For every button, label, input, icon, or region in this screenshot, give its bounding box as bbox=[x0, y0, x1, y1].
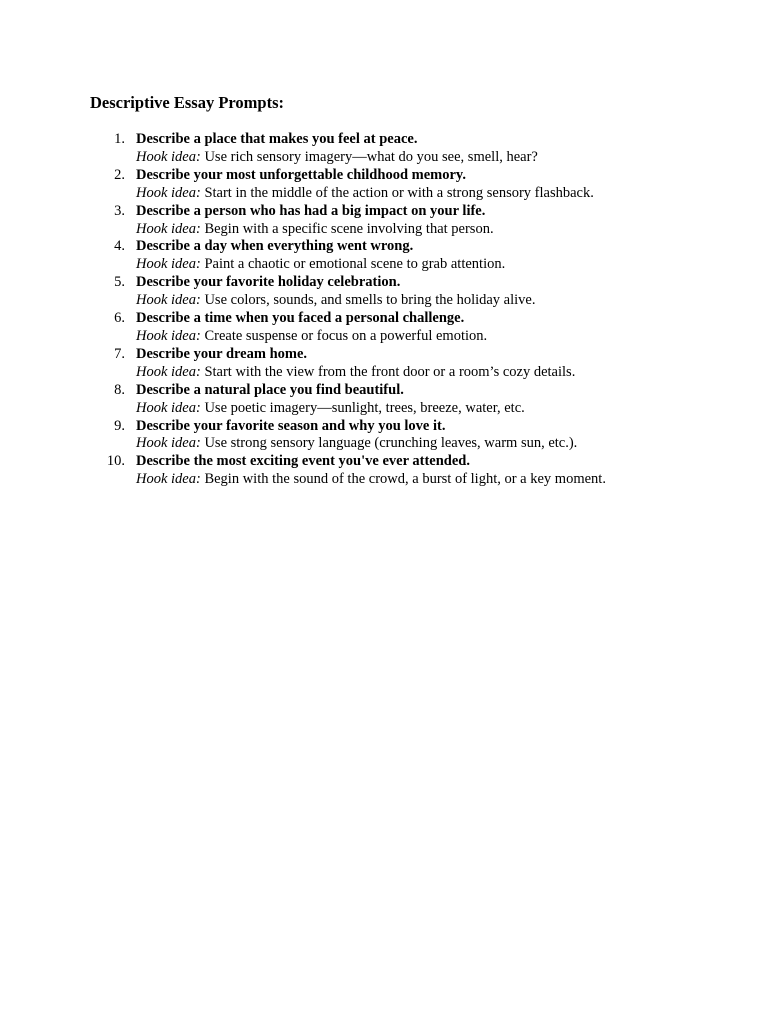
hook-label: Hook idea: bbox=[136, 327, 201, 344]
prompt-item bbox=[90, 453, 730, 489]
prompt-title: Describe a time when you faced a personal challenge. bbox=[136, 310, 465, 327]
prompt-number: 1. bbox=[114, 131, 125, 147]
prompt-number: 8. bbox=[114, 381, 125, 398]
hook-text: Use poetic imagery—sunlight, trees, breeze, water, etc. bbox=[204, 399, 525, 416]
hook-label: Hook idea: bbox=[136, 363, 201, 380]
hook-line bbox=[136, 435, 730, 453]
prompt-item bbox=[90, 418, 730, 454]
prompt-title: Describe your most unforgettable childhood memory. bbox=[136, 166, 466, 183]
hook-label: Hook idea: bbox=[136, 256, 201, 273]
hook-line bbox=[136, 256, 730, 274]
hook-text: Start with the view from the front door or a room’s cozy details. bbox=[204, 363, 576, 380]
prompt-title: Describe the most exciting event you've ever attended. bbox=[136, 453, 470, 470]
prompt-title: Describe a natural place you find beautiful. bbox=[136, 381, 404, 398]
prompt-item bbox=[90, 274, 730, 310]
hook-label: Hook idea: bbox=[136, 292, 201, 309]
hook-line bbox=[136, 185, 730, 203]
hook-text: Use colors, sounds, and smells to bring the holiday alive. bbox=[204, 292, 536, 309]
prompt-title: Describe your favorite holiday celebration. bbox=[136, 274, 401, 291]
prompt-item bbox=[90, 203, 730, 239]
document-heading: Descriptive Essay Prompts: bbox=[90, 93, 285, 112]
prompt-item bbox=[90, 238, 730, 274]
prompt-number: 6. bbox=[114, 310, 125, 327]
hook-text: Begin with the sound of the crowd, a burst of light, or a key moment. bbox=[204, 471, 606, 488]
hook-line bbox=[136, 400, 730, 418]
hook-line bbox=[136, 221, 730, 239]
hook-text: Start in the middle of the action or with a strong sensory flashback. bbox=[204, 184, 594, 201]
prompt-title: Describe a day when everything went wrong. bbox=[136, 238, 414, 255]
prompt-number: 3. bbox=[114, 202, 125, 219]
hook-line bbox=[136, 471, 730, 489]
prompt-list bbox=[90, 131, 730, 489]
prompt-title: Describe your dream home. bbox=[136, 345, 308, 362]
hook-text: Use strong sensory language (crunching leaves, warm sun, etc.). bbox=[204, 435, 578, 452]
hook-label: Hook idea: bbox=[136, 184, 201, 201]
hook-text: Paint a chaotic or emotional scene to grab attention. bbox=[204, 256, 506, 273]
hook-text: Use rich sensory imagery—what do you see, smell, hear? bbox=[204, 148, 538, 165]
hook-label: Hook idea: bbox=[136, 399, 201, 416]
prompt-number: 2. bbox=[114, 166, 125, 183]
hook-label: Hook idea: bbox=[136, 148, 201, 165]
hook-label: Hook idea: bbox=[136, 220, 201, 237]
prompt-number: 5. bbox=[114, 274, 125, 291]
prompt-number: 7. bbox=[114, 345, 125, 362]
prompt-title: Describe a person who has had a big impact on your life. bbox=[136, 202, 486, 219]
prompt-item bbox=[90, 167, 730, 203]
hook-text: Begin with a specific scene involving that person. bbox=[204, 220, 494, 237]
hook-line bbox=[136, 149, 730, 167]
prompt-item bbox=[90, 346, 730, 382]
hook-line bbox=[136, 292, 730, 310]
hook-line bbox=[136, 328, 730, 346]
hook-label: Hook idea: bbox=[136, 471, 201, 488]
hook-text: Create suspense or focus on a powerful emotion. bbox=[204, 327, 488, 344]
prompt-number: 10. bbox=[106, 453, 125, 470]
prompt-number: 4. bbox=[114, 238, 125, 255]
prompt-title: Describe a place that makes you feel at peace. bbox=[136, 131, 418, 147]
prompt-title: Describe your favorite season and why you love it. bbox=[136, 417, 446, 434]
hook-label: Hook idea: bbox=[136, 435, 201, 452]
prompt-item bbox=[90, 131, 730, 167]
hook-line bbox=[136, 364, 730, 382]
prompt-number: 9. bbox=[114, 417, 125, 434]
prompt-item bbox=[90, 310, 730, 346]
prompt-item bbox=[90, 382, 730, 418]
